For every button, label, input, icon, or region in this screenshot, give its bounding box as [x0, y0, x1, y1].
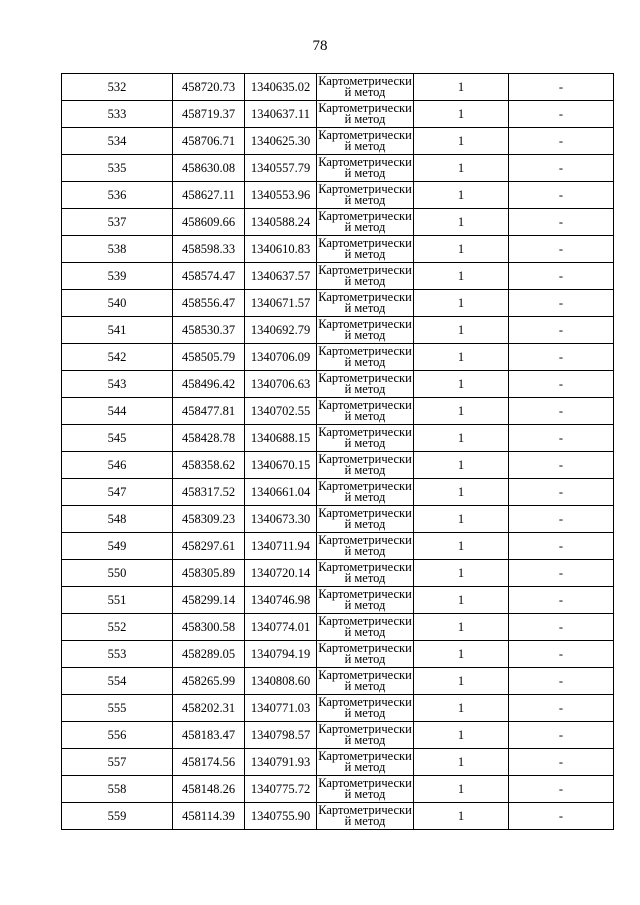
- method-line-1: Картометрически: [318, 371, 412, 385]
- method-text: [317, 346, 413, 368]
- accuracy-cell: 1: [414, 722, 509, 749]
- y-coordinate-cell: 1340706.63: [245, 371, 317, 398]
- accuracy-cell: 1: [414, 209, 509, 236]
- table-row: [62, 452, 614, 479]
- point-number-cell: 541: [62, 317, 173, 344]
- x-coordinate-cell: 458358.62: [173, 452, 245, 479]
- method-line-2: й метод: [344, 409, 386, 423]
- method-cell: [317, 371, 414, 398]
- note-cell: -: [509, 398, 614, 425]
- x-coordinate-cell: 458289.05: [173, 641, 245, 668]
- table-row: [62, 236, 614, 263]
- method-line-1: Картометрически: [318, 776, 412, 790]
- point-number-cell: 534: [62, 128, 173, 155]
- method-cell: [317, 182, 414, 209]
- method-line-2: й метод: [344, 571, 386, 585]
- method-line-1: Картометрически: [318, 695, 412, 709]
- method-text: [317, 724, 413, 746]
- table-row: [62, 182, 614, 209]
- page-number: 78: [312, 38, 328, 54]
- method-line-1: Картометрически: [318, 668, 412, 682]
- point-number-cell: 544: [62, 398, 173, 425]
- note-cell: -: [509, 722, 614, 749]
- method-line-2: й метод: [344, 436, 386, 450]
- method-text: [317, 76, 413, 98]
- x-coordinate-cell: 458148.26: [173, 776, 245, 803]
- x-coordinate-cell: 458706.71: [173, 128, 245, 155]
- note-cell: -: [509, 155, 614, 182]
- method-text: [317, 400, 413, 422]
- point-number-cell: 537: [62, 209, 173, 236]
- y-coordinate-cell: 1340625.30: [245, 128, 317, 155]
- table-row: [62, 749, 614, 776]
- method-text: [317, 211, 413, 233]
- table-row: [62, 695, 614, 722]
- note-cell: -: [509, 263, 614, 290]
- method-line-2: й метод: [344, 733, 386, 747]
- method-line-1: Картометрически: [318, 236, 412, 250]
- method-line-2: й метод: [344, 598, 386, 612]
- y-coordinate-cell: 1340774.01: [245, 614, 317, 641]
- y-coordinate-cell: 1340798.57: [245, 722, 317, 749]
- table-row: [62, 776, 614, 803]
- method-text: [317, 427, 413, 449]
- method-line-2: й метод: [344, 139, 386, 153]
- x-coordinate-cell: 458530.37: [173, 317, 245, 344]
- point-number-cell: 553: [62, 641, 173, 668]
- method-line-2: й метод: [344, 301, 386, 315]
- accuracy-cell: 1: [414, 587, 509, 614]
- note-cell: -: [509, 533, 614, 560]
- method-line-1: Картометрически: [318, 182, 412, 196]
- y-coordinate-cell: 1340791.93: [245, 749, 317, 776]
- method-text: [317, 643, 413, 665]
- method-cell: [317, 668, 414, 695]
- method-text: [317, 157, 413, 179]
- y-coordinate-cell: 1340661.04: [245, 479, 317, 506]
- point-number-cell: 538: [62, 236, 173, 263]
- method-line-2: й метод: [344, 652, 386, 666]
- point-number-cell: 548: [62, 506, 173, 533]
- method-cell: [317, 155, 414, 182]
- method-line-1: Картометрически: [318, 74, 412, 88]
- table-row: [62, 803, 614, 830]
- note-cell: -: [509, 506, 614, 533]
- x-coordinate-cell: 458720.73: [173, 74, 245, 101]
- point-number-cell: 539: [62, 263, 173, 290]
- table-row: [62, 263, 614, 290]
- note-cell: -: [509, 776, 614, 803]
- x-coordinate-cell: 458174.56: [173, 749, 245, 776]
- point-number-cell: 545: [62, 425, 173, 452]
- y-coordinate-cell: 1340637.11: [245, 101, 317, 128]
- accuracy-cell: 1: [414, 182, 509, 209]
- y-coordinate-cell: 1340553.96: [245, 182, 317, 209]
- point-number-cell: 554: [62, 668, 173, 695]
- point-number-cell: 552: [62, 614, 173, 641]
- x-coordinate-cell: 458265.99: [173, 668, 245, 695]
- table-row: [62, 74, 614, 101]
- note-cell: -: [509, 452, 614, 479]
- method-cell: [317, 344, 414, 371]
- method-line-2: й метод: [344, 463, 386, 477]
- accuracy-cell: 1: [414, 452, 509, 479]
- method-text: [317, 562, 413, 584]
- x-coordinate-cell: 458305.89: [173, 560, 245, 587]
- method-line-2: й метод: [344, 193, 386, 207]
- accuracy-cell: 1: [414, 128, 509, 155]
- method-line-1: Картометрически: [318, 479, 412, 493]
- accuracy-cell: 1: [414, 155, 509, 182]
- method-cell: [317, 452, 414, 479]
- coordinates-table: [61, 73, 614, 830]
- y-coordinate-cell: 1340673.30: [245, 506, 317, 533]
- table-row: [62, 101, 614, 128]
- table-row: [62, 371, 614, 398]
- table-row: [62, 128, 614, 155]
- method-line-1: Картометрически: [318, 614, 412, 628]
- note-cell: -: [509, 425, 614, 452]
- y-coordinate-cell: 1340746.98: [245, 587, 317, 614]
- method-cell: [317, 101, 414, 128]
- accuracy-cell: 1: [414, 506, 509, 533]
- method-cell: [317, 803, 414, 830]
- x-coordinate-cell: 458719.37: [173, 101, 245, 128]
- point-number-cell: 558: [62, 776, 173, 803]
- x-coordinate-cell: 458309.23: [173, 506, 245, 533]
- accuracy-cell: 1: [414, 749, 509, 776]
- x-coordinate-cell: 458574.47: [173, 263, 245, 290]
- table-row: [62, 155, 614, 182]
- y-coordinate-cell: 1340775.72: [245, 776, 317, 803]
- x-coordinate-cell: 458202.31: [173, 695, 245, 722]
- y-coordinate-cell: 1340588.24: [245, 209, 317, 236]
- x-coordinate-cell: 458428.78: [173, 425, 245, 452]
- method-cell: [317, 506, 414, 533]
- method-line-1: Картометрически: [318, 722, 412, 736]
- y-coordinate-cell: 1340711.94: [245, 533, 317, 560]
- method-cell: [317, 398, 414, 425]
- method-line-2: й метод: [344, 382, 386, 396]
- point-number-cell: 536: [62, 182, 173, 209]
- y-coordinate-cell: 1340557.79: [245, 155, 317, 182]
- method-cell: [317, 587, 414, 614]
- note-cell: -: [509, 614, 614, 641]
- note-cell: -: [509, 560, 614, 587]
- point-number-cell: 543: [62, 371, 173, 398]
- x-coordinate-cell: 458630.08: [173, 155, 245, 182]
- note-cell: -: [509, 344, 614, 371]
- note-cell: -: [509, 236, 614, 263]
- method-line-1: Картометрически: [318, 290, 412, 304]
- note-cell: -: [509, 749, 614, 776]
- point-number-cell: 551: [62, 587, 173, 614]
- method-cell: [317, 317, 414, 344]
- accuracy-cell: 1: [414, 776, 509, 803]
- note-cell: -: [509, 371, 614, 398]
- method-text: [317, 319, 413, 341]
- method-text: [317, 670, 413, 692]
- point-number-cell: 547: [62, 479, 173, 506]
- note-cell: -: [509, 587, 614, 614]
- point-number-cell: 542: [62, 344, 173, 371]
- table-row: [62, 398, 614, 425]
- method-line-1: Картометрически: [318, 641, 412, 655]
- x-coordinate-cell: 458477.81: [173, 398, 245, 425]
- method-text: [317, 103, 413, 125]
- table-row: [62, 614, 614, 641]
- note-cell: -: [509, 101, 614, 128]
- accuracy-cell: 1: [414, 803, 509, 830]
- method-line-1: Картометрически: [318, 749, 412, 763]
- note-cell: -: [509, 695, 614, 722]
- point-number-cell: 535: [62, 155, 173, 182]
- table-row: [62, 344, 614, 371]
- method-cell: [317, 236, 414, 263]
- table-row: [62, 425, 614, 452]
- accuracy-cell: 1: [414, 317, 509, 344]
- method-text: [317, 454, 413, 476]
- note-cell: -: [509, 479, 614, 506]
- method-text: [317, 805, 413, 827]
- x-coordinate-cell: 458183.47: [173, 722, 245, 749]
- table-row: [62, 722, 614, 749]
- method-line-1: Картометрически: [318, 263, 412, 277]
- method-cell: [317, 425, 414, 452]
- method-text: [317, 265, 413, 287]
- point-number-cell: 533: [62, 101, 173, 128]
- table-row: [62, 290, 614, 317]
- table-row: [62, 668, 614, 695]
- method-text: [317, 697, 413, 719]
- method-text: [317, 508, 413, 530]
- y-coordinate-cell: 1340808.60: [245, 668, 317, 695]
- method-line-1: Картометрически: [318, 398, 412, 412]
- y-coordinate-cell: 1340635.02: [245, 74, 317, 101]
- point-number-cell: 555: [62, 695, 173, 722]
- table-row: [62, 533, 614, 560]
- point-number-cell: 549: [62, 533, 173, 560]
- table-row: [62, 560, 614, 587]
- x-coordinate-cell: 458297.61: [173, 533, 245, 560]
- y-coordinate-cell: 1340637.57: [245, 263, 317, 290]
- method-text: [317, 184, 413, 206]
- method-cell: [317, 560, 414, 587]
- method-line-1: Картометрически: [318, 452, 412, 466]
- accuracy-cell: 1: [414, 236, 509, 263]
- method-cell: [317, 263, 414, 290]
- y-coordinate-cell: 1340670.15: [245, 452, 317, 479]
- method-line-2: й метод: [344, 760, 386, 774]
- method-cell: [317, 749, 414, 776]
- y-coordinate-cell: 1340755.90: [245, 803, 317, 830]
- method-line-2: й метод: [344, 247, 386, 261]
- method-line-2: й метод: [344, 679, 386, 693]
- method-cell: [317, 209, 414, 236]
- method-cell: [317, 695, 414, 722]
- point-number-cell: 557: [62, 749, 173, 776]
- method-line-1: Картометрически: [318, 560, 412, 574]
- note-cell: -: [509, 128, 614, 155]
- table-row: [62, 479, 614, 506]
- method-text: [317, 292, 413, 314]
- method-line-2: й метод: [344, 220, 386, 234]
- point-number-cell: 556: [62, 722, 173, 749]
- method-line-1: Картометрически: [318, 209, 412, 223]
- y-coordinate-cell: 1340688.15: [245, 425, 317, 452]
- method-line-2: й метод: [344, 274, 386, 288]
- x-coordinate-cell: 458300.58: [173, 614, 245, 641]
- method-cell: [317, 128, 414, 155]
- accuracy-cell: 1: [414, 533, 509, 560]
- method-line-1: Картометрически: [318, 155, 412, 169]
- accuracy-cell: 1: [414, 290, 509, 317]
- x-coordinate-cell: 458299.14: [173, 587, 245, 614]
- accuracy-cell: 1: [414, 101, 509, 128]
- method-line-1: Картометрически: [318, 425, 412, 439]
- y-coordinate-cell: 1340794.19: [245, 641, 317, 668]
- method-line-1: Картометрически: [318, 803, 412, 817]
- accuracy-cell: 1: [414, 344, 509, 371]
- y-coordinate-cell: 1340706.09: [245, 344, 317, 371]
- method-line-2: й метод: [344, 328, 386, 342]
- method-text: [317, 778, 413, 800]
- method-text: [317, 589, 413, 611]
- note-cell: -: [509, 803, 614, 830]
- method-text: [317, 238, 413, 260]
- y-coordinate-cell: 1340771.03: [245, 695, 317, 722]
- method-line-1: Картометрически: [318, 587, 412, 601]
- note-cell: -: [509, 182, 614, 209]
- method-text: [317, 751, 413, 773]
- accuracy-cell: 1: [414, 695, 509, 722]
- accuracy-cell: 1: [414, 371, 509, 398]
- point-number-cell: 532: [62, 74, 173, 101]
- method-line-2: й метод: [344, 112, 386, 126]
- point-number-cell: 550: [62, 560, 173, 587]
- method-line-1: Картометрически: [318, 101, 412, 115]
- x-coordinate-cell: 458598.33: [173, 236, 245, 263]
- note-cell: -: [509, 317, 614, 344]
- accuracy-cell: 1: [414, 479, 509, 506]
- method-line-1: Картометрически: [318, 317, 412, 331]
- note-cell: -: [509, 641, 614, 668]
- note-cell: -: [509, 668, 614, 695]
- accuracy-cell: 1: [414, 668, 509, 695]
- method-line-2: й метод: [344, 517, 386, 531]
- accuracy-cell: 1: [414, 398, 509, 425]
- method-cell: [317, 290, 414, 317]
- note-cell: -: [509, 74, 614, 101]
- method-line-1: Картометрически: [318, 344, 412, 358]
- method-cell: [317, 722, 414, 749]
- table-row: [62, 641, 614, 668]
- note-cell: -: [509, 290, 614, 317]
- table-row: [62, 506, 614, 533]
- method-line-2: й метод: [344, 814, 386, 828]
- method-line-2: й метод: [344, 85, 386, 99]
- method-cell: [317, 776, 414, 803]
- note-cell: -: [509, 209, 614, 236]
- x-coordinate-cell: 458496.42: [173, 371, 245, 398]
- method-line-1: Картометрически: [318, 533, 412, 547]
- method-text: [317, 616, 413, 638]
- method-line-2: й метод: [344, 625, 386, 639]
- y-coordinate-cell: 1340720.14: [245, 560, 317, 587]
- table-row: [62, 209, 614, 236]
- method-text: [317, 481, 413, 503]
- table-row: [62, 317, 614, 344]
- method-line-2: й метод: [344, 166, 386, 180]
- method-cell: [317, 614, 414, 641]
- method-line-1: Картометрически: [318, 128, 412, 142]
- accuracy-cell: 1: [414, 425, 509, 452]
- x-coordinate-cell: 458317.52: [173, 479, 245, 506]
- x-coordinate-cell: 458556.47: [173, 290, 245, 317]
- accuracy-cell: 1: [414, 641, 509, 668]
- method-text: [317, 535, 413, 557]
- coordinates-table-body: [62, 74, 614, 830]
- point-number-cell: 540: [62, 290, 173, 317]
- accuracy-cell: 1: [414, 263, 509, 290]
- x-coordinate-cell: 458609.66: [173, 209, 245, 236]
- y-coordinate-cell: 1340692.79: [245, 317, 317, 344]
- x-coordinate-cell: 458114.39: [173, 803, 245, 830]
- method-cell: [317, 533, 414, 560]
- y-coordinate-cell: 1340610.83: [245, 236, 317, 263]
- accuracy-cell: 1: [414, 614, 509, 641]
- x-coordinate-cell: 458505.79: [173, 344, 245, 371]
- method-text: [317, 130, 413, 152]
- x-coordinate-cell: 458627.11: [173, 182, 245, 209]
- y-coordinate-cell: 1340671.57: [245, 290, 317, 317]
- method-line-1: Картометрически: [318, 506, 412, 520]
- method-cell: [317, 74, 414, 101]
- point-number-cell: 546: [62, 452, 173, 479]
- method-text: [317, 373, 413, 395]
- method-cell: [317, 641, 414, 668]
- method-line-2: й метод: [344, 787, 386, 801]
- table-row: [62, 587, 614, 614]
- y-coordinate-cell: 1340702.55: [245, 398, 317, 425]
- point-number-cell: 559: [62, 803, 173, 830]
- method-cell: [317, 479, 414, 506]
- accuracy-cell: 1: [414, 560, 509, 587]
- accuracy-cell: 1: [414, 74, 509, 101]
- method-line-2: й метод: [344, 355, 386, 369]
- method-line-2: й метод: [344, 490, 386, 504]
- method-line-2: й метод: [344, 706, 386, 720]
- method-line-2: й метод: [344, 544, 386, 558]
